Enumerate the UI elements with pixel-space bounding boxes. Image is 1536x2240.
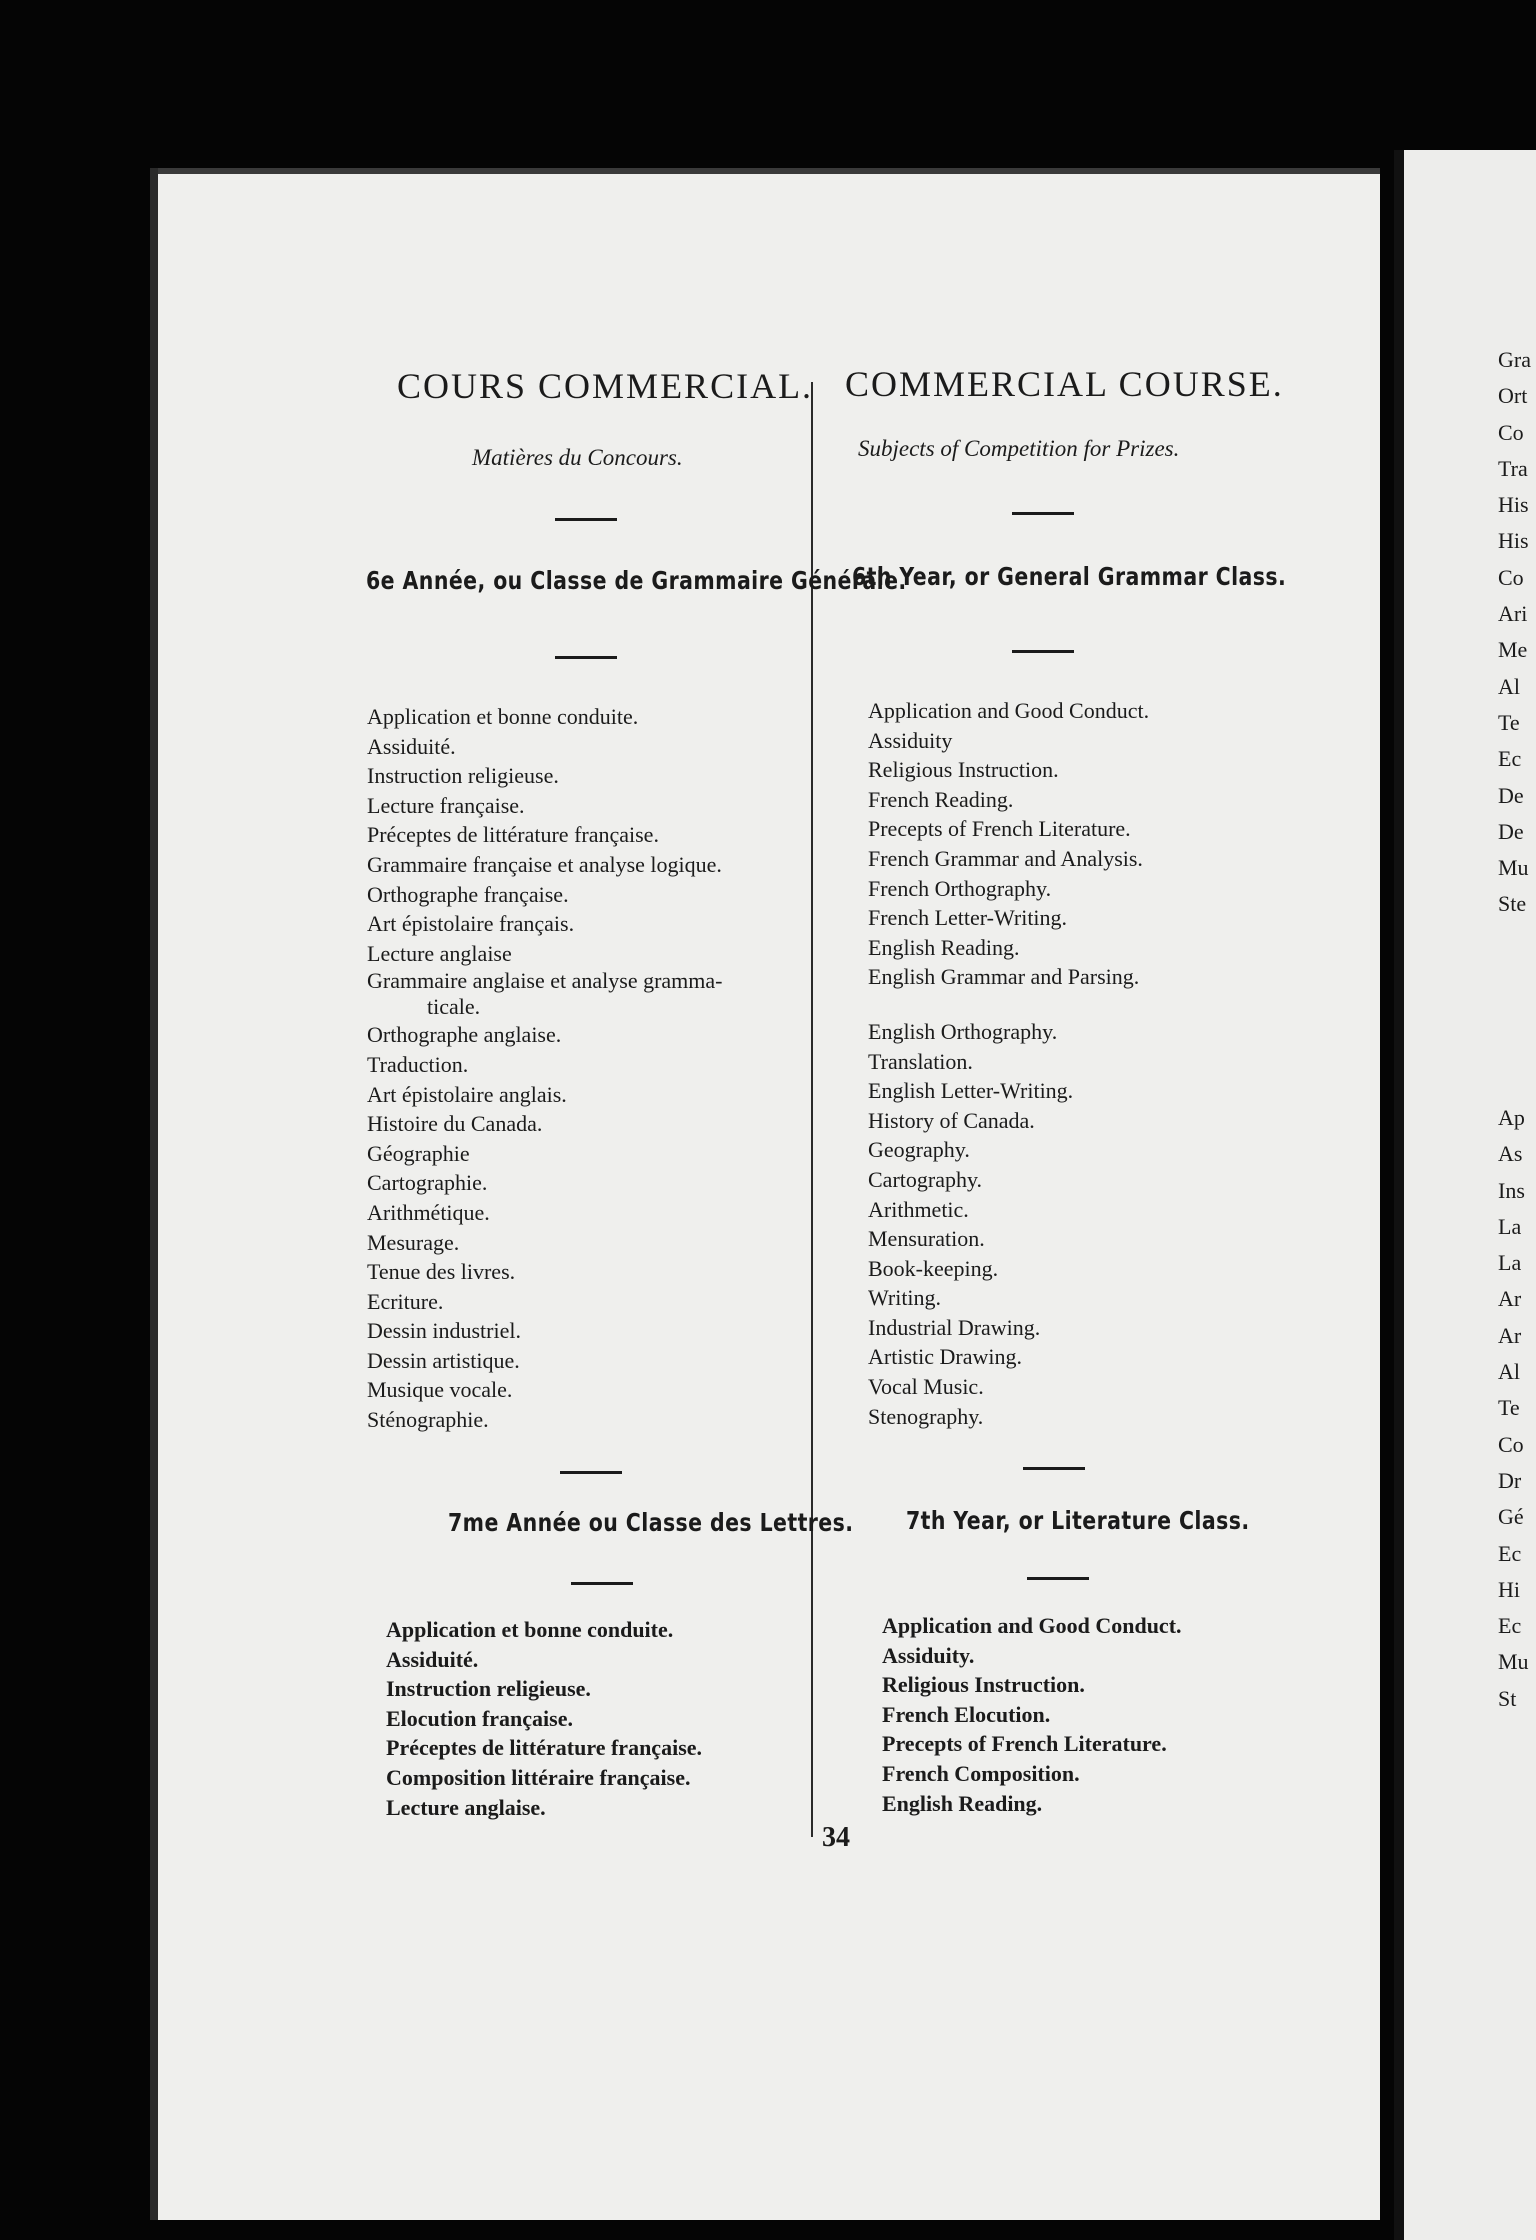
- list-item: Art épistolaire anglais.: [367, 1081, 567, 1107]
- list-item: Composition littéraire française.: [386, 1764, 691, 1790]
- fragment: Mu: [1498, 1649, 1529, 1675]
- fragment: Co: [1498, 419, 1524, 445]
- list-item: Assiduity: [868, 727, 953, 753]
- fragment: Ap: [1498, 1105, 1525, 1130]
- list-item: Religious Instruction.: [868, 757, 1059, 783]
- list-item: Application et bonne conduite.: [386, 1617, 674, 1642]
- list-item: Géographie: [367, 1140, 470, 1166]
- next-page-fragments-bottom: [1498, 1100, 1536, 1717]
- list-item: Orthographe française.: [367, 881, 569, 907]
- list-item: Musique vocale.: [367, 1377, 513, 1403]
- english-subtitle: Subjects of Competition for Prizes.: [858, 436, 1180, 461]
- list-item: Assiduité.: [386, 1646, 479, 1672]
- fragment: His: [1498, 528, 1529, 554]
- list-item: French Composition.: [882, 1760, 1080, 1786]
- list-item: French Elocution.: [882, 1701, 1051, 1727]
- column-divider: [811, 382, 813, 1837]
- list-item: French Reading.: [868, 786, 1014, 812]
- fragment: Gra: [1498, 347, 1531, 372]
- list-item: Assiduité.: [367, 733, 456, 759]
- french-rule-4: [571, 1582, 633, 1585]
- list-item: Instruction religieuse.: [386, 1676, 591, 1702]
- list-item: English Letter-Writing.: [868, 1078, 1074, 1104]
- fragment: Ec: [1498, 1540, 1522, 1566]
- list-item-line: Grammaire anglaise et analyse gramma-: [367, 968, 723, 994]
- list-item: Assiduity.: [882, 1642, 975, 1668]
- fragment: Ec: [1498, 1613, 1522, 1639]
- french-rule-2: [555, 656, 617, 659]
- list-item: French Letter-Writing.: [868, 905, 1068, 931]
- french-section7-list: [386, 1615, 702, 1822]
- fragment: St: [1498, 1685, 1517, 1711]
- list-item: Writing.: [868, 1285, 942, 1311]
- list-item: English Grammar and Parsing.: [868, 964, 1140, 990]
- fragment: Al: [1498, 1359, 1520, 1385]
- list-item: Geography.: [868, 1137, 970, 1163]
- english-section6-heading: 6th Year, or General Grammar Class.: [852, 562, 1287, 591]
- list-item: Instruction religieuse.: [367, 763, 559, 789]
- english-section6-list: [868, 696, 1149, 1431]
- list-item: Translation.: [868, 1048, 973, 1074]
- french-section6-list: [367, 702, 723, 1435]
- list-item: Mesurage.: [367, 1229, 460, 1255]
- list-item: English Reading.: [882, 1790, 1043, 1816]
- fragment: Te: [1498, 1395, 1520, 1421]
- list-item: Artistic Drawing.: [868, 1344, 1022, 1370]
- fragment: Al: [1498, 673, 1520, 699]
- english-section7-heading: 7th Year, or Literature Class.: [906, 1506, 1250, 1535]
- fragment: De: [1498, 782, 1524, 808]
- fragment: Ste: [1498, 891, 1527, 917]
- list-item: Religious Instruction.: [882, 1672, 1085, 1698]
- list-item: Dessin industriel.: [367, 1318, 521, 1344]
- list-item: Vocal Music.: [868, 1374, 984, 1400]
- english-rule-3: [1023, 1467, 1085, 1470]
- english-rule-2: [1012, 650, 1074, 653]
- list-item: French Orthography.: [868, 875, 1052, 901]
- french-rule-1: [555, 518, 617, 521]
- list-item: Application and Good Conduct.: [882, 1613, 1182, 1638]
- next-page-fragments-top: [1498, 342, 1536, 923]
- fragment: As: [1498, 1141, 1523, 1167]
- list-spacer: [868, 992, 1149, 1017]
- list-item: [367, 968, 723, 1020]
- list-item: Cartographie.: [367, 1170, 488, 1196]
- list-item: Préceptes de littérature française.: [386, 1735, 703, 1761]
- fragment: Tra: [1498, 455, 1528, 481]
- fragment: Ar: [1498, 1286, 1522, 1312]
- fragment: De: [1498, 818, 1524, 844]
- fragment: Mu: [1498, 855, 1529, 881]
- list-item: Mensuration.: [868, 1226, 985, 1252]
- list-item: English Reading.: [868, 934, 1020, 960]
- list-item: Art épistolaire français.: [367, 911, 575, 937]
- list-item: French Grammar and Analysis.: [868, 845, 1143, 871]
- french-rule-3: [560, 1471, 622, 1474]
- list-item: Lecture française.: [367, 792, 525, 818]
- list-item: Sténographie.: [367, 1407, 489, 1433]
- french-subtitle: Matières du Concours.: [472, 445, 683, 470]
- fragment: Ari: [1498, 601, 1528, 627]
- list-item: Dessin artistique.: [367, 1347, 520, 1373]
- page-number: 34: [822, 1822, 850, 1853]
- list-item: Lecture anglaise: [367, 940, 512, 966]
- fragment: Hi: [1498, 1576, 1520, 1602]
- list-item: Orthographe anglaise.: [367, 1022, 562, 1048]
- english-rule-4: [1027, 1577, 1089, 1580]
- fragment: Dr: [1498, 1467, 1522, 1493]
- list-item: Ecriture.: [367, 1288, 444, 1314]
- english-title: COMMERCIAL COURSE.: [845, 364, 1284, 404]
- list-item: Precepts of French Literature.: [868, 816, 1131, 842]
- french-section7-heading: 7me Année ou Classe des Lettres.: [448, 1508, 854, 1537]
- list-item: Stenography.: [868, 1403, 984, 1429]
- list-item: Histoire du Canada.: [367, 1111, 543, 1137]
- list-item: English Orthography.: [868, 1018, 1058, 1044]
- list-item: Lecture anglaise.: [386, 1794, 546, 1820]
- list-item: Arithmétique.: [367, 1199, 490, 1225]
- fragment: Ins: [1498, 1177, 1525, 1203]
- fragment: Co: [1498, 564, 1524, 590]
- list-item: Elocution française.: [386, 1705, 573, 1731]
- fragment: Ec: [1498, 746, 1522, 772]
- fragment: His: [1498, 492, 1529, 518]
- list-item: Préceptes de littérature française.: [367, 822, 659, 848]
- fragment: La: [1498, 1213, 1522, 1239]
- fragment: Me: [1498, 637, 1528, 663]
- list-item: Cartography.: [868, 1166, 983, 1192]
- fragment: Te: [1498, 709, 1520, 735]
- fragment: Ort: [1498, 383, 1528, 409]
- english-rule-1: [1012, 512, 1074, 515]
- list-item: Arithmetic.: [868, 1196, 969, 1222]
- fragment: Gé: [1498, 1504, 1524, 1530]
- english-section7-list: [882, 1611, 1182, 1818]
- list-item: Book-keeping.: [868, 1255, 999, 1281]
- list-item-continuation: ticale.: [427, 994, 481, 1020]
- list-item: Application and Good Conduct.: [868, 698, 1150, 723]
- french-section6-heading: 6e Année, ou Classe de Grammaire Générale.: [366, 566, 907, 595]
- french-title: COURS COMMERCIAL.: [397, 366, 814, 406]
- fragment: Co: [1498, 1431, 1524, 1457]
- list-item: Tenue des livres.: [367, 1259, 516, 1285]
- list-item: Traduction.: [367, 1051, 469, 1077]
- fragment: Ar: [1498, 1322, 1522, 1348]
- list-item: Application et bonne conduite.: [367, 704, 639, 729]
- list-item: Industrial Drawing.: [868, 1314, 1041, 1340]
- list-item: Grammaire française et analyse logique.: [367, 851, 722, 877]
- list-item: History of Canada.: [868, 1107, 1035, 1133]
- list-item: Precepts of French Literature.: [882, 1731, 1167, 1757]
- book-page: [150, 168, 1380, 2220]
- fragment: La: [1498, 1250, 1522, 1276]
